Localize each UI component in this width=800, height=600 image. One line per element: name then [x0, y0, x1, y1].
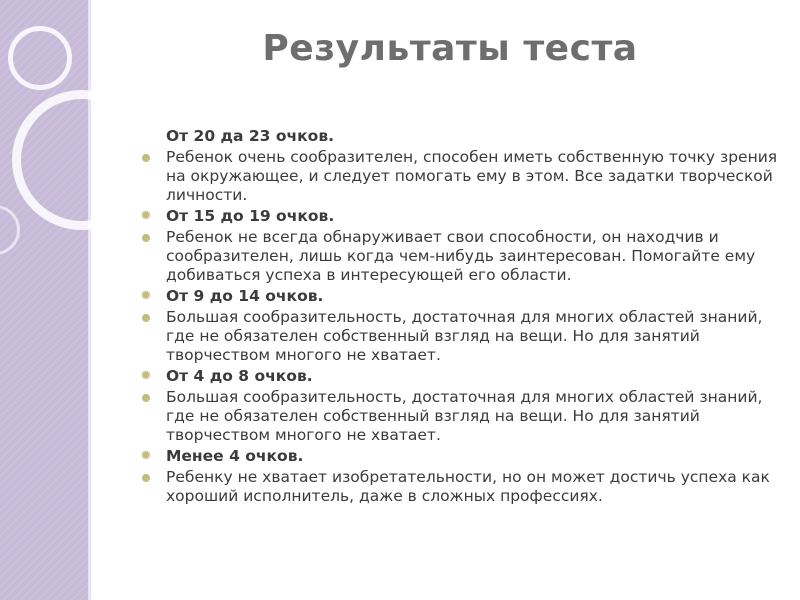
list-item	[140, 127, 780, 146]
list-item	[140, 228, 780, 285]
bullet-star-icon: ✹	[140, 448, 152, 464]
list-item	[140, 287, 780, 306]
item-text: Менее 4 очков.	[166, 447, 304, 465]
list-item	[140, 447, 780, 466]
item-text: От 20 да 23 очков.	[166, 127, 335, 145]
list-item	[140, 367, 780, 386]
item-text: От 15 до 19 очков.	[166, 207, 335, 225]
list-item	[140, 207, 780, 226]
bullet-dot-icon	[140, 392, 152, 404]
bullet-star-icon: ✹	[140, 368, 152, 384]
item-text: Большая сообразительность, достаточная для многих областей знаний, где не обязателен собственный взгляд на вещи. Но для занятий творчеством многого не хватает.	[166, 308, 763, 364]
list-item	[140, 388, 780, 445]
list-item	[140, 148, 780, 205]
decorative-ring-small	[8, 26, 72, 90]
item-text: Ребенку не хватает изобретательности, но он может достичь успеха как хороший исполнитель, даже в сложных профессиях.	[166, 468, 770, 505]
item-text: Ребенок очень сообразителен, способен иметь собственную точку зрения на окружающее, и следует помогать ему в этом. Все задатки творческой личности.	[166, 148, 778, 204]
slide-title: Результаты теста	[262, 28, 638, 69]
bullet-star-icon: ✹	[140, 208, 152, 224]
bullet-star-icon: ✹	[140, 288, 152, 304]
list-item	[140, 308, 780, 365]
results-list	[140, 127, 780, 508]
bullet-dot-icon	[140, 472, 152, 484]
bullet-none	[140, 131, 152, 143]
list-item	[140, 468, 780, 506]
item-text: От 9 до 14 очков.	[166, 287, 324, 305]
item-text: Большая сообразительность, достаточная для многих областей знаний, где не обязателен собственный взгляд на вещи. Но для занятий творчеством многого не хватает.	[166, 388, 763, 444]
decorative-ring-large	[12, 90, 152, 230]
bullet-dot-icon	[140, 232, 152, 244]
bullet-dot-icon	[140, 152, 152, 164]
bullet-dot-icon	[140, 312, 152, 324]
item-text: Ребенок не всегда обнаруживает свои способности, он находчив и сообразителен, лишь когда чем-нибудь заинтересован. Помогайте ему добиваться успеха в интересующей его области.	[166, 228, 756, 284]
item-text: От 4 до 8 очков.	[166, 367, 313, 385]
